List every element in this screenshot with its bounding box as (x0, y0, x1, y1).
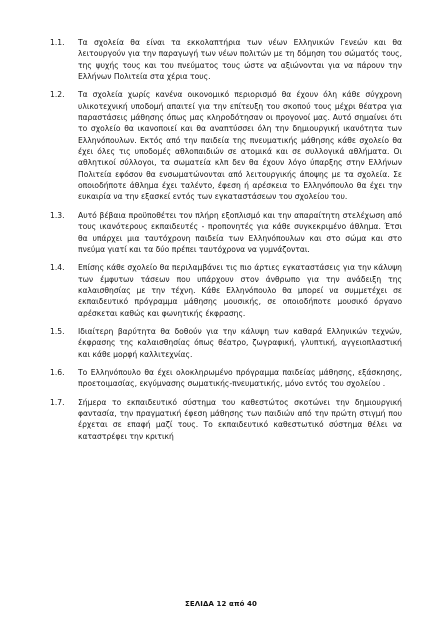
item-number: 1.7. (50, 397, 65, 407)
item-text: Ιδιαίτερη βαρύτητα θα δοθούν για την κάλυψη των καθαρά Ελληνικών τεχνών, έκφρασης της καλαισθησίας όπως θέατρο, ζωγραφική, γλυπτική, αγγειοπλαστική και κάθε μορφή καλλιτεχνίας. (78, 326, 402, 359)
list-item (50, 37, 402, 82)
item-number: 1.5. (50, 326, 65, 336)
list-item (50, 326, 402, 360)
item-number: 1.3. (50, 210, 65, 220)
item-text: Σήμερα το εκπαιδευτικό σύστημα του καθεστώτος σκοτώνει την δημιουργική φαντασία, την πραγματική έφεση μάθησης των παιδιών από την πρώτη στιγμή που έρχεται σε επαφή μαζί τους. Το εκπαιδευτικό καθεστωτικό σύστημα θέλει να καταστρέφει την κριτική (78, 397, 402, 441)
list-item (50, 89, 402, 202)
list-item (50, 367, 402, 390)
list-item (50, 397, 402, 442)
item-text: Αυτό βέβαια προϋποθέτει τον πλήρη εξοπλισμό και την απαραίτητη στελέχωση από τους ικανότερους εκπαιδευτές - προπονητές για κάθε συγκεκριμένο άθλημα. Έτσι θα υπάρχει μια ταυτόχρονη παιδεία των Ελληνόπουλων και στο σώμα και στο πνεύμα γιατί και τα δύο πρέπει ταυτόχρονα να γυμνάζονται. (78, 210, 402, 254)
item-text: Τα σχολεία θα είναι τα εκκολαπτήρια των νέων Ελληνικών Γενεών και θα λειτουργούν για την παραγωγή των νέων πολιτών με τη δόμηση του σώματός τους, της ψυχής τους και του πνεύματος τους ώστε να αξιώνονται για να πάρουν την Ελλήνων Πολιτεία στα χέρια τους. (78, 38, 402, 82)
numbered-list (50, 37, 402, 449)
item-text: Τα σχολεία χωρίς κανένα οικονομικό περιορισμό θα έχουν όλη κάθε σύγχρονη υλικοτεχνική υποδομή απαιτεί για την επίτευξη του σκοπού τους μέχρι θέατρα για παραστάσεις μάθησης όπως μας κληροδότησαν οι προγονοί μας. Αυτό σημαίνει ότι το σχολείο θα ικανοποιεί και θα αναπτύσσει όλη την δημιουργική ικανότητα των Ελληνόπουλων. Εκτός από την παιδεία της πνευματικής μάθησης κάθε σχολείο θα έχει όλες τις υποδομές αθλοπαιδιών σε ατομικά και σε συλλογικά αθλήματα. Οι αθλητικοί σύλλογοι, τα σωματεία κλπ δεν θα έχουν λόγο ύπαρξης στην Ελλήνων Πολιτεία εφόσον θα ενσωματώνονται από λειτουργικής άποψης με τα σχολεία. Σε οποιοδήποτε άθλημα έχει ταλέντο, έφεση ή αρέσκεια το Ελληνόπουλο θα έχει την ευκαιρία να την εξασκεί εντός των εγκαταστάσεων του σχολείου του. (78, 90, 402, 202)
page-footer: ΣΕΛΙΔΑ 12 από 40 (185, 600, 257, 608)
item-number: 1.1. (50, 38, 65, 47)
list-item (50, 262, 402, 319)
item-number: 1.6. (50, 367, 65, 377)
list-item (50, 210, 402, 255)
item-text: Επίσης κάθε σχολείο θα περιλαμβάνει τις πιο άρτιες εγκαταστάσεις για την κάλυψη των έμφυτων τάσεων που υπάρχουν στον άνθρωπο για την ανάδειξη της καλαισθησίας με την τέχνη. Κάθε Ελληνόπουλο θα μπορεί να συμμετέχει σε εκπαιδευτικό πρόγραμμα μάθησης μουσικής, σε οποιοδήποτε μουσικό όργανο αρέσκεται καθώς και φωνητικής έκφρασης. (78, 263, 402, 318)
item-number: 1.4. (50, 263, 65, 273)
item-number: 1.2. (50, 90, 65, 100)
item-text: Το Ελληνόπουλο θα έχει ολοκληρωμένο πρόγραμμα παιδείας μάθησης, εξάσκησης, προετοιμασίας, εκγύμνασης σωματικής-πνευματικής, μόνο εντός του σχολείου . (78, 367, 402, 389)
